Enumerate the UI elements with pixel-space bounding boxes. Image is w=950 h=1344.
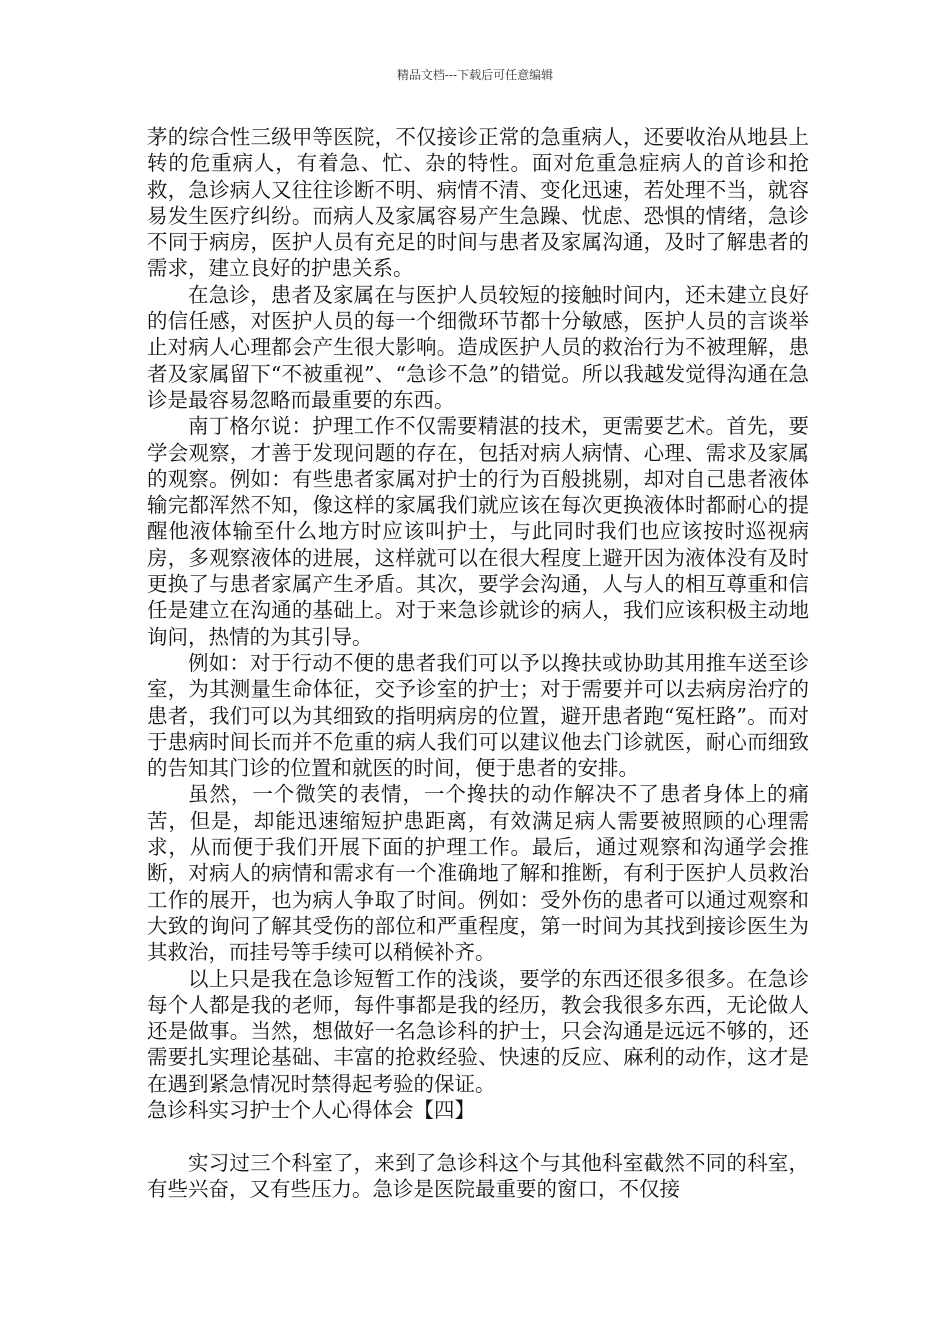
paragraph: 在急诊，患者及家属在与医护人员较短的接触时间内，还未建立良好的信任感，对医护人员的每一个细微环节都十分敏感，医护人员的言谈举止对病人心理都会产生很大影响。造成医护人员的救治行为不被理解，患者及家属留下“不被重视”、“急诊不急”的错觉。所以我越发觉得沟通在急诊是最容易忽略而最重要的东西。 bbox=[147, 282, 809, 412]
paragraph: 虽然，一个微笑的表情，一个搀扶的动作解决不了患者身体上的痛苦，但是，却能迅速缩短护患距离，有效满足病人需要被照顾的心理需求，从而便于我们开展下面的护理工作。最后，通过观察和沟通学会推断，对病人的病情和需求有一个准确地了解和推断，有利于医护人员救治工作的展开，也为病人争取了时间。例如：受外伤的患者可以通过观察和大致的询问了解其受伤的部位和严重程度，第一时间为其找到接诊医生为其救治，而挂号等手续可以稍候补齐。 bbox=[147, 782, 809, 965]
document-body bbox=[147, 124, 809, 1202]
paragraph: 例如：对于行动不便的患者我们可以予以搀扶或协助其用推车送至诊室，为其测量生命体征，交予诊室的护士；对于需要并可以去病房治疗的患者，我们可以为其细致的指明病房的位置，避开患者跑“冤枉路”。而对于患病时间长而并不危重的病人我们可以建议他去门诊就医，耐心而细致的告知其门诊的位置和就医的时间，便于患者的安排。 bbox=[147, 650, 809, 781]
section-title: 急诊科实习护士个人心得体会【四】 bbox=[147, 1097, 475, 1122]
blank-line bbox=[147, 1123, 809, 1149]
paragraph: 以上只是我在急诊短暂工作的浅谈，要学的东西还很多很多。在急诊每个人都是我的老师，每件事都是我的经历，教会我很多东西，无论做人还是做事。当然，想做好一名急诊科的护士，只会沟通是远远不够的，还需要扎实理论基础、丰富的抢救经验、快速的反应、麻利的动作，这才是在遇到紧急情况时禁得起考验的保证。 bbox=[147, 966, 809, 1096]
page-header: 精品文档---下载后可任意编辑 bbox=[396, 68, 554, 82]
paragraph: 南丁格尔说：护理工作不仅需要精湛的技术，更需要艺术。首先，要学会观察，才善于发现问题的存在，包括对病人病情、心理、需求及家属的观察。例如：有些患者家属对护士的行为百般挑剔，却对自己患者液体输完都浑然不知，像这样的家属我们就应该在每次更换液体时都耐心的提醒他液体输至什么地方时应该叫护士，与此同时我们也应该按时巡视病房，多观察液体的进展，这样就可以在很大程度上避开因为液体没有及时更换了与患者家属产生矛盾。其次，要学会沟通，人与人的相互尊重和信任是建立在沟通的基础上。对于来急诊就诊的病人，我们应该积极主动地询问，热情的为其引导。 bbox=[147, 414, 809, 649]
paragraph-continued: 茅的综合性三级甲等医院，不仅接诊正常的急重病人，还要收治从地县上转的危重病人，有着急、忙、杂的特性。面对危重急症病人的首诊和抢救，急诊病人又往往诊断不明、病情不清、变化迅速，若处理不当，就容易发生医疗纠纷。而病人及家属容易产生急躁、忧虑、恐惧的情绪，急诊不同于病房，医护人员有充足的时间与患者及家属沟通，及时了解患者的需求，建立良好的护患关系。 bbox=[147, 125, 809, 281]
paragraph: 实习过三个科室了，来到了急诊科这个与其他科室截然不同的科室，有些兴奋，又有些压力。急诊是医院最重要的窗口，不仅接 bbox=[147, 1150, 809, 1201]
